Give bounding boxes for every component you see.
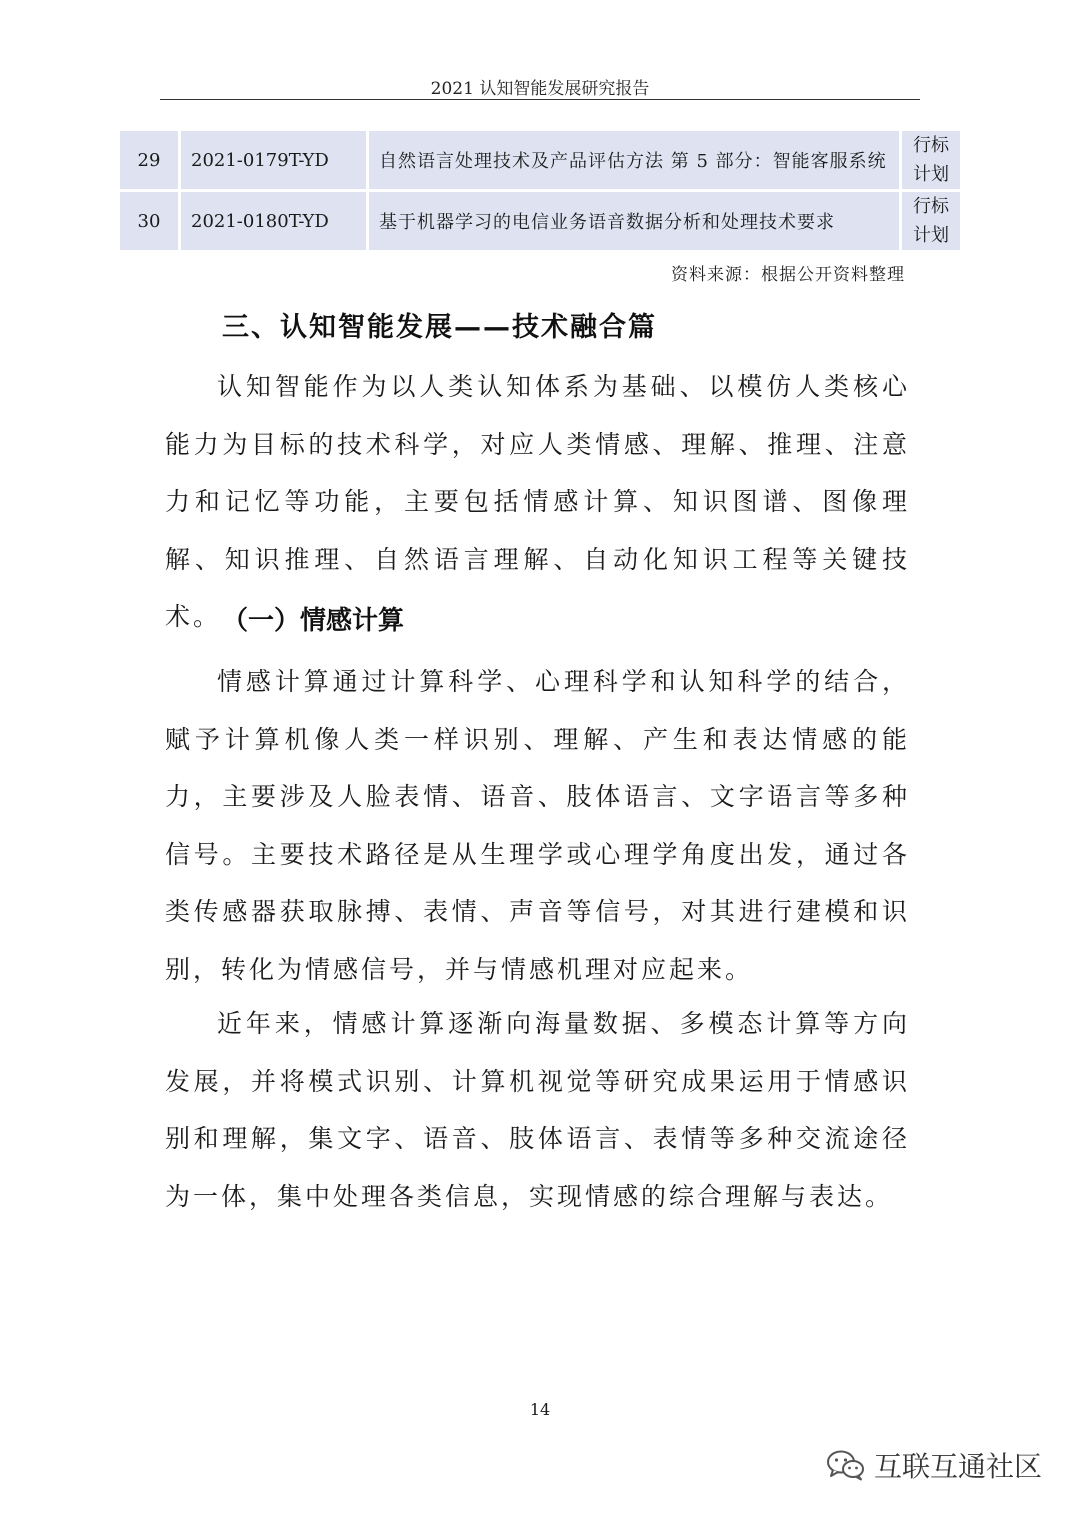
table-row — [120, 189, 960, 250]
table-row — [120, 131, 960, 189]
row-number: 29 — [120, 131, 178, 189]
standard-type-line2: 计划 — [913, 225, 949, 246]
standard-code: 2021-0180T-YD — [181, 189, 366, 250]
section-intro-paragraph: 认知智能作为以人类认知体系为基础、以模仿人类核心能力为目标的技术科学，对应人类情感、理解、推理、注意力和记忆等功能，主要包括情感计算、知识图谱、图像理解、知识推理、自然语言理解、自动化知识工程等关键技术。 — [165, 372, 910, 631]
section-heading: 三、认知智能发展——技术融合篇 — [222, 312, 657, 343]
page-number: 14 — [529, 1400, 551, 1419]
standard-type-line1: 行标 — [913, 135, 949, 156]
standard-type — [902, 189, 960, 250]
watermark — [826, 1445, 1042, 1485]
report-header-title: 2021 认知智能发展研究报告 — [430, 79, 650, 99]
standard-title: 自然语言处理技术及产品评估方法 第 5 部分：智能客服系统 — [369, 131, 899, 189]
standard-type-line2: 计划 — [913, 164, 949, 185]
standards-table — [117, 131, 963, 250]
header-divider — [160, 99, 920, 100]
standard-code: 2021-0179T-YD — [181, 131, 366, 189]
standard-title: 基于机器学习的电信业务语音数据分析和处理技术要求 — [369, 189, 899, 250]
watermark-text: 互联互通社区 — [873, 1450, 1042, 1483]
wechat-icon — [826, 1449, 866, 1481]
subsection-heading: （一）情感计算 — [222, 606, 405, 636]
body-paragraph-1: 情感计算通过计算科学、心理科学和认知科学的结合，赋予计算机像人类一样识别、理解、产生和表达情感的能力，主要涉及人脸表情、语音、肢体语言、文字语言等多种信号。主要技术路径是从生理学或心理学角度出发，通过各类传感器获取脉搏、表情、声音等信号，对其进行建模和识别，转化为情感信号，并与情感机理对应起来。 — [165, 667, 910, 984]
row-number: 30 — [120, 189, 178, 250]
standard-type — [902, 131, 960, 189]
standard-type-line1: 行标 — [913, 196, 949, 217]
table-source-note: 资料来源：根据公开资料整理 — [671, 265, 905, 285]
body-paragraph-2: 近年来，情感计算逐渐向海量数据、多模态计算等方向发展，并将模式识别、计算机视觉等研究成果运用于情感识别和理解，集文字、语音、肢体语言、表情等多种交流途径为一体，集中处理各类信息，实现情感的综合理解与表达。 — [165, 1009, 910, 1211]
